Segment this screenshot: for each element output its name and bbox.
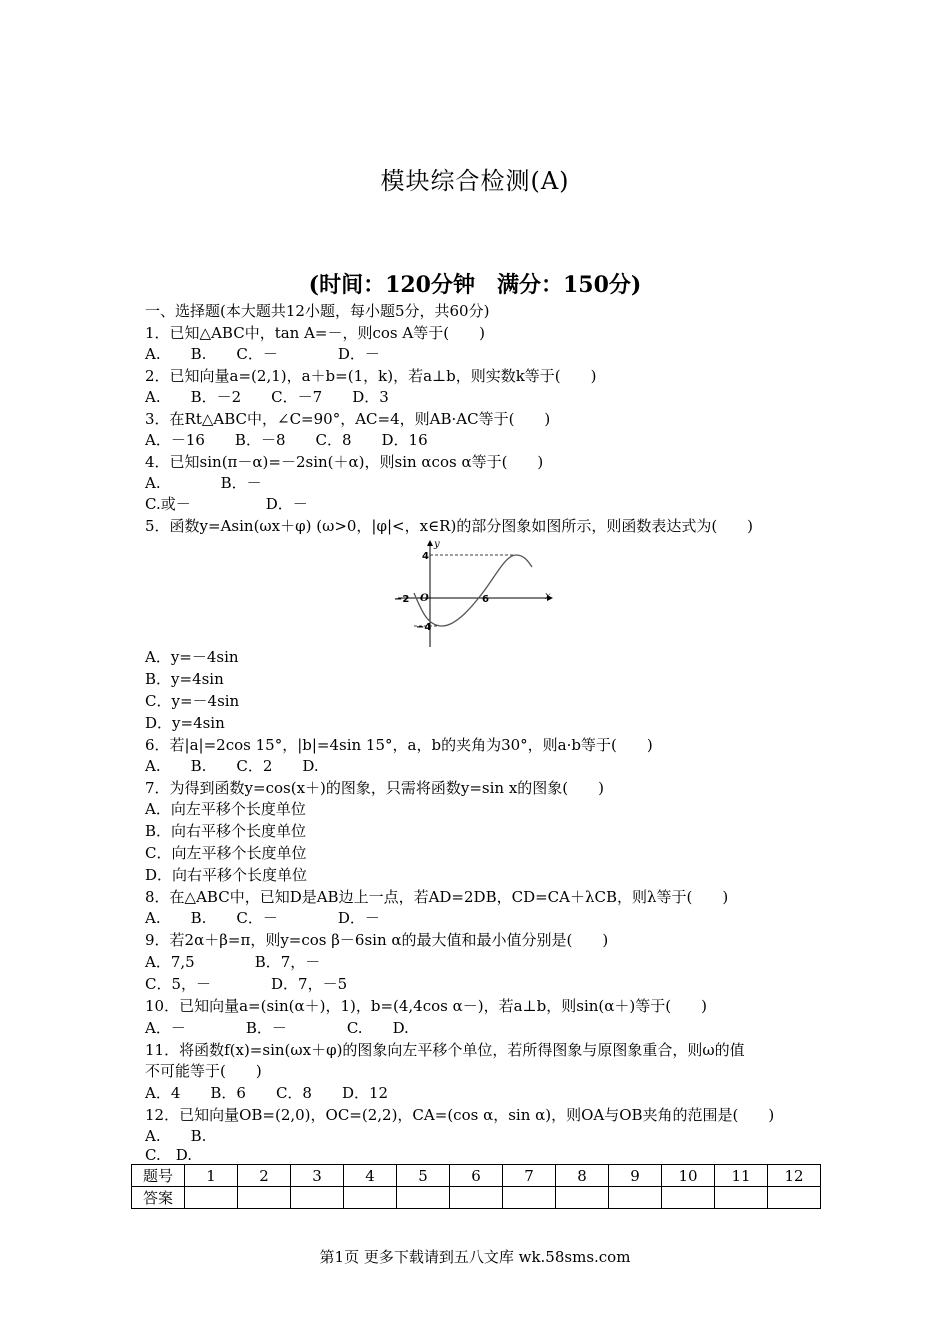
question-12-options-ab: A. B. bbox=[145, 1127, 207, 1145]
table-number-cell: 3 bbox=[291, 1165, 344, 1187]
answer-table bbox=[131, 1164, 821, 1209]
question-9: 9．若2α＋β=π，则y=cos β－6sin α的最大值和最小值分别是( ) bbox=[145, 931, 609, 949]
table-number-cell: 11 bbox=[715, 1165, 768, 1187]
x-axis-label: x bbox=[545, 591, 551, 602]
answer-cell[interactable] bbox=[609, 1187, 662, 1209]
answer-cell[interactable] bbox=[556, 1187, 609, 1209]
question-11-options: A．4 B．6 C．8 D．12 bbox=[145, 1084, 389, 1102]
question-8: 8．在△ABC中，已知D是AB边上一点，若AD=2DB，CD=CA＋λCB，则λ等于( ) bbox=[145, 888, 729, 906]
answer-cell[interactable] bbox=[238, 1187, 291, 1209]
section-heading: 一、选择题(本大题共12小题，每小题5分，共60分) bbox=[145, 302, 490, 320]
answer-cell[interactable] bbox=[662, 1187, 715, 1209]
question-7: 7．为得到函数y=cos(x＋)的图象，只需将函数y=sin x的图象( ) bbox=[145, 779, 605, 797]
question-10: 10．已知向量a=(sin(α＋)，1)，b=(4,4cos α－)，若a⊥b，则sin(α＋)等于( ) bbox=[145, 997, 707, 1015]
answer-cell[interactable] bbox=[344, 1187, 397, 1209]
question-9-options-cd: C．5，－ D．7，－5 bbox=[145, 975, 348, 993]
answer-table-number-row bbox=[132, 1165, 821, 1187]
answer-cell[interactable] bbox=[450, 1187, 503, 1209]
question-12: 12．已知向量OB=(2,0)，OC=(2,2)，CA=(cos α，sin α)，则OA与OB夹角的范围是( ) bbox=[145, 1106, 775, 1124]
question-5: 5．函数y=Asin(ωx＋φ) (ω>0，|φ|<，x∈R)的部分图象如图所示，则函数表达式为( ) bbox=[145, 517, 754, 535]
question-3: 3．在Rt△ABC中，∠C=90°，AC=4，则AB·AC等于( ) bbox=[145, 410, 551, 428]
question-6-options: A. B. C．2 D. bbox=[145, 757, 319, 775]
question-4-options-cd: C.或－ D．－ bbox=[145, 495, 308, 513]
table-number-cell: 6 bbox=[450, 1165, 503, 1187]
table-number-cell: 1 bbox=[185, 1165, 238, 1187]
sine-graph-figure bbox=[392, 537, 557, 649]
question-11: 11．将函数f(x)=sin(ωx＋φ)的图象向左平移个单位，若所得图象与原图象重合，则ω的值 bbox=[145, 1041, 745, 1059]
sine-curve bbox=[414, 555, 532, 626]
question-10-options: A．－ B．－ C. D. bbox=[145, 1019, 409, 1037]
question-5-option-c: C．y=－4sin bbox=[145, 692, 240, 710]
question-7-option-c: C．向左平移个长度单位 bbox=[145, 844, 307, 862]
table-number-cell: 12 bbox=[768, 1165, 821, 1187]
answer-cell[interactable] bbox=[503, 1187, 556, 1209]
y-axis-label: y bbox=[434, 539, 440, 550]
question-4-options-ab: A. B．－ bbox=[145, 474, 262, 492]
table-number-cell: 9 bbox=[609, 1165, 662, 1187]
question-5-option-b: B．y=4sin bbox=[145, 670, 224, 688]
question-2-options: A. B．－2 C．－7 D．3 bbox=[145, 388, 389, 406]
time-score-info: (时间：120分钟 满分：150分) bbox=[308, 272, 642, 298]
answer-cell[interactable] bbox=[397, 1187, 450, 1209]
question-5-option-a: A．y=－4sin bbox=[145, 648, 239, 666]
answer-cell[interactable] bbox=[291, 1187, 344, 1209]
table-number-cell: 7 bbox=[503, 1165, 556, 1187]
tick-neg2: −2 bbox=[394, 594, 410, 605]
origin-label: O bbox=[420, 593, 429, 604]
page-footer: 第1页 更多下载请到五八文库 wk.58sms.com bbox=[319, 1248, 631, 1266]
tick-6: 6 bbox=[482, 594, 489, 605]
table-number-cell: 2 bbox=[238, 1165, 291, 1187]
table-number-cell: 10 bbox=[662, 1165, 715, 1187]
tick-4: 4 bbox=[422, 551, 429, 562]
question-6: 6．若|a|=2cos 15°，|b|=4sin 15°，a，b的夹角为30°，则a·b等于( ) bbox=[145, 736, 653, 754]
answer-cell[interactable] bbox=[768, 1187, 821, 1209]
answer-table-answer-row bbox=[132, 1187, 821, 1209]
question-4: 4．已知sin(π－α)=－2sin(＋α)，则sin αcos α等于( ) bbox=[145, 453, 544, 471]
table-number-cell: 5 bbox=[397, 1165, 450, 1187]
table-number-cell: 4 bbox=[344, 1165, 397, 1187]
question-1-options: A. B. C．－ D．－ bbox=[145, 345, 380, 363]
question-3-options: A．－16 B．－8 C．8 D．16 bbox=[145, 431, 428, 449]
question-7-option-b: B．向右平移个长度单位 bbox=[145, 822, 307, 840]
table-header-number: 题号 bbox=[132, 1165, 185, 1187]
answer-cell[interactable] bbox=[185, 1187, 238, 1209]
page-title: 模块综合检测(A) bbox=[380, 167, 570, 195]
question-7-option-a: A．向左平移个长度单位 bbox=[145, 800, 306, 818]
question-5-option-d: D．y=4sin bbox=[145, 714, 225, 732]
tick-neg4: −4 bbox=[416, 622, 432, 633]
question-9-options-ab: A．7,5 B．7，－ bbox=[145, 953, 321, 971]
question-12-options-cd: C. D. bbox=[145, 1146, 192, 1164]
question-7-option-d: D．向右平移个长度单位 bbox=[145, 866, 308, 884]
table-number-cell: 8 bbox=[556, 1165, 609, 1187]
question-1: 1．已知△ABC中，tan A=－，则cos A等于( ) bbox=[145, 324, 485, 342]
answer-cell[interactable] bbox=[715, 1187, 768, 1209]
question-11-cont: 不可能等于( ) bbox=[145, 1062, 262, 1080]
question-2: 2．已知向量a=(2,1)，a＋b=(1，k)，若a⊥b，则实数k等于( ) bbox=[145, 367, 597, 385]
table-header-answer: 答案 bbox=[132, 1187, 185, 1209]
question-8-options: A. B. C．－ D．－ bbox=[145, 909, 380, 927]
